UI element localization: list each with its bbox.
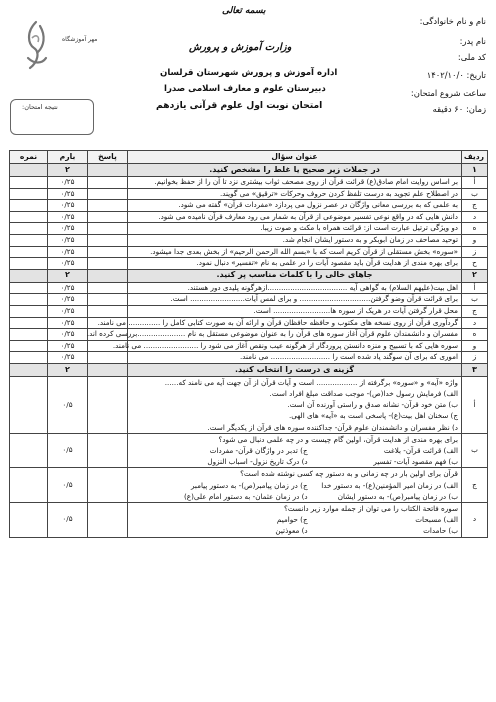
- question-row: ز اموری که برای آن سوگند یاد شده است را .......................... می نامند. ۰/۲۵: [10, 352, 488, 364]
- answer-cell[interactable]: [88, 305, 128, 317]
- mc-option[interactable]: ب) فهم مقصود آیات- تفسیر: [373, 457, 458, 467]
- answer-cell[interactable]: [88, 282, 128, 294]
- mc-option[interactable]: د) در زمان عثمان- به دستور امام علی(ع): [183, 491, 308, 501]
- answer-cell[interactable]: [88, 294, 128, 306]
- field-date: تاریخ: ۱۴۰۲/۱۰/۰: [426, 70, 486, 80]
- question-row: ب در اصطلاح علم تجوید به درست تلفظ کردن حروف وحرکات «ترقیق» می گویند. ۰/۲۵: [10, 188, 488, 200]
- answer-cell[interactable]: [88, 177, 128, 189]
- question-row: ه مفسران و دانشمندان علوم قرآن آغاز سوره های قرآن را به عنوان موضوعی مستقل به نام .....................بررسی کرده اند. ۰/۲۵: [10, 329, 488, 341]
- answer-cell[interactable]: [88, 188, 128, 200]
- answer-cell[interactable]: [88, 246, 128, 258]
- calligraphy-emblem-icon: [18, 18, 54, 76]
- answer-cell[interactable]: [88, 200, 128, 212]
- mc-option[interactable]: ج) سخنان اهل بیت(ع)- پاسخی است به «آیه» های الهی.: [288, 411, 458, 421]
- question-row: ح برای بهره مندی از هدایت قرآن باید مقصود آیات را در علمی به نام «تفسیر» دنبال نمود. ۰/۲۵: [10, 258, 488, 270]
- question-row: د دانش هایی که در واقع نوعی تفسیر موضوعی از قرآن به شمار می رود معارف قرآن نامیده می شود. ۰/۲۵: [10, 211, 488, 223]
- mc-option[interactable]: د) درک تاریخ نزول- اسباب النزول: [207, 457, 308, 467]
- question-row: د گردآوری قرآن از روی نسخه های مکتوب و حافظه حافظان قرآن و ارائه آن به صورت کتابی کامل را .............. می نامند. ۰/۲۵: [10, 317, 488, 329]
- section-row: ۱ در جملات زیر صحیح یا غلط را مشخص کنید. ۲: [10, 164, 488, 177]
- mc-question-text: برای بهره مندی از هدایت قرآن، اولین گام چیست و در چه علمی دنبال می شود؟: [218, 434, 458, 444]
- question-row: ج محل قرار گرفتن آیات در هریک از سوره ها......................... است. ۰/۲۵: [10, 305, 488, 317]
- section-title: گزینه ی درست را انتخاب کنید.: [128, 363, 462, 376]
- answer-cell[interactable]: [88, 468, 128, 503]
- mc-question-text: واژه «آیه» و «سوره» برگرفته از .................. است و آیات قرآن از آن جهت آیه می نامند که......: [164, 377, 458, 387]
- mc-option[interactable]: ب) در زمان پیامبر(ص)- به دستور ایشان: [337, 491, 458, 501]
- mc-option[interactable]: د) نظر مفسران و دانشمندان علوم قرآن- جداکننده سوره های قرآن از یکدیگر است.: [207, 422, 458, 432]
- answer-cell[interactable]: [88, 376, 128, 433]
- question-row: ب برای قرائت قرآن وضو گرفتن............................... و برای لمس آیات........................ است. ۰/۲۵: [10, 294, 488, 306]
- mc-option[interactable]: الف) قرائت قرآن- بلاغت: [383, 446, 458, 456]
- section-title: در جملات زیر صحیح یا غلط را مشخص کنید.: [128, 164, 462, 177]
- mc-option[interactable]: ج) در زمان پیامبر(ص)- به دستور پیامبر: [190, 480, 308, 490]
- section-title: جاهای خالی را با کلمات مناسب پر کنید.: [128, 269, 462, 282]
- mc-option[interactable]: الف) مسبحات: [415, 515, 458, 525]
- mc-option[interactable]: د) معوذتین: [275, 526, 308, 536]
- result-label: نتیجه امتحان:: [22, 103, 58, 111]
- school-name: دبیرستان علوم و معارف اسلامی صدرا: [164, 84, 326, 94]
- answer-cell[interactable]: [88, 433, 128, 468]
- header-row-number: ردیف: [462, 151, 488, 164]
- header-answer: پاسخ: [88, 151, 128, 164]
- mc-question-row: د سوره فاتحة الکتاب را می توان از جمله موارد زیر دانست؟ الف) مسبحاتج) حوامیم ب) حامداتد) معوذتین ۰/۵: [10, 502, 488, 537]
- question-row: ج به علمی که به بررسی معانی واژگان در عصر نزول می پردازد «مفردات قرآن» گفته می شود. ۰/۲۵: [10, 200, 488, 212]
- mc-option[interactable]: ج) تدبر در واژگان قرآن- مفردات: [209, 446, 308, 456]
- ministry-name: وزارت آموزش و پرورش: [189, 42, 292, 53]
- mc-question-text: سوره فاتحة الکتاب را می توان از جمله موارد زیر دانست؟: [284, 503, 458, 513]
- mc-question-row: ب برای بهره مندی از هدایت قرآن، اولین گام چیست و در چه علمی دنبال می شود؟ الف) قرائت قرآن- بلاغتج) تدبر در واژگان قرآن- مفردات ب) فهم مقصود آیات- تفسیرد) درک تاریخ نزول- اسباب النزول ۰/۵: [10, 433, 488, 468]
- question-row: ه دو ویژگی ترتیل عبارت است از: قرائت همراه با مکث و صوت زیبا. ۰/۲۵: [10, 223, 488, 235]
- table-header-row: [10, 151, 488, 164]
- answer-cell[interactable]: [88, 258, 128, 270]
- header-score: بارم: [48, 151, 88, 164]
- mc-option[interactable]: ب) حامدات: [423, 526, 458, 536]
- answer-cell[interactable]: [88, 234, 128, 246]
- field-duration: زمان: ۶۰ دقیقه: [432, 104, 486, 114]
- answer-cell[interactable]: [88, 223, 128, 235]
- mc-option[interactable]: الف) در زمان امیر المؤمنین(ع)- به دستور خدا: [321, 480, 458, 490]
- stamp-label: مهر آموزشگاه: [62, 36, 98, 43]
- question-row: أ اهل بیت(علیهم السلام) به گواهی آیه ...................................ازهرگونه پلیدی دور هستند. ۰/۲۵: [10, 282, 488, 294]
- questions-table: [9, 150, 488, 538]
- mc-option[interactable]: ج) حوامیم: [276, 515, 308, 525]
- answer-cell[interactable]: [88, 211, 128, 223]
- department-name: اداره آموزش و پرورش شهرستان قرلسان: [160, 68, 338, 78]
- bismillah-logo: بسمه تعالی: [222, 6, 266, 16]
- mc-option[interactable]: ب) متن خود قرآن- نشانه صدق و راستی آورنده آن است.: [287, 400, 458, 410]
- field-start-time: ساعت شروع امتحان:: [410, 88, 486, 98]
- field-full-name: نام و نام خانوادگی:: [419, 16, 486, 26]
- section-row: ۳ گزینه ی درست را انتخاب کنید. ۲: [10, 363, 488, 376]
- header-question-title: عنوان سؤال: [128, 151, 462, 164]
- exam-title: امتحان نوبت اول علوم قرآنی یازدهم: [156, 100, 323, 111]
- question-row: و سوره هایی که با تسبیح و منزه دانستن پروردگار از هرگونه عیب ونقص آغاز می شود را ........................ می نامند. ۰/۲۵: [10, 340, 488, 352]
- answer-cell[interactable]: [88, 502, 128, 537]
- question-row: أ بر اساس روایت امام صادق(ع) قرائت قرآن از روی مصحف ثواب بیشتری نزد تا آن را از حفظ بخوانیم. ۰/۲۵: [10, 177, 488, 189]
- mc-question-row: أ واژه «آیه» و «سوره» برگرفته از .................. است و آیات قرآن از آن جهت آیه می نامند که...... الف) فرمایش رسول خدا(ص)- موجب صداقت مبلغ افراد است. ب) متن خود قرآن- نشانه صدق و راستی آورنده آن است. ج) سخنان اهل بیت(ع)- پاسخی است به «آیه» های الهی. د) نظر مفسران و دانشمندان علوم قرآن- جداکننده سوره های قرآن از یکدیگر است. ۰/۵: [10, 376, 488, 433]
- mc-question-text: قرآن برای اولین بار در چه زمانی و به دستور چه کسی نوشته شده است؟: [240, 469, 458, 479]
- exam-header: [0, 0, 496, 145]
- mc-option[interactable]: الف) فرمایش رسول خدا(ص)- موجب صداقت مبلغ افراد است.: [269, 389, 458, 399]
- field-national-id: کد ملی:: [457, 52, 486, 62]
- header-grade: نمره: [10, 151, 48, 164]
- answer-cell[interactable]: [88, 352, 128, 364]
- question-row: و توحید مصاحف در زمان ابوبکر و به دستور ایشان انجام شد. ۰/۲۵: [10, 234, 488, 246]
- question-row: ز «سوره» بخش مستقلی از قرآن کریم است که با «بسم الله الرحمن الرحیم» از بخش بعدی جدا میشود. ۰/۲۵: [10, 246, 488, 258]
- mc-question-row: ج قرآن برای اولین بار در چه زمانی و به دستور چه کسی نوشته شده است؟ الف) در زمان امیر المؤمنین(ع)- به دستور خداج) در زمان پیامبر(ص)- به دستور پیامبر ب) در زمان پیامبر(ص)- به دستور ایشاند) در زمان عثمان- به دستور امام علی(ع) ۰/۵: [10, 468, 488, 503]
- section-row: ۲ جاهای خالی را با کلمات مناسب پر کنید. ۲: [10, 269, 488, 282]
- field-father-name: نام پدر:: [459, 36, 486, 46]
